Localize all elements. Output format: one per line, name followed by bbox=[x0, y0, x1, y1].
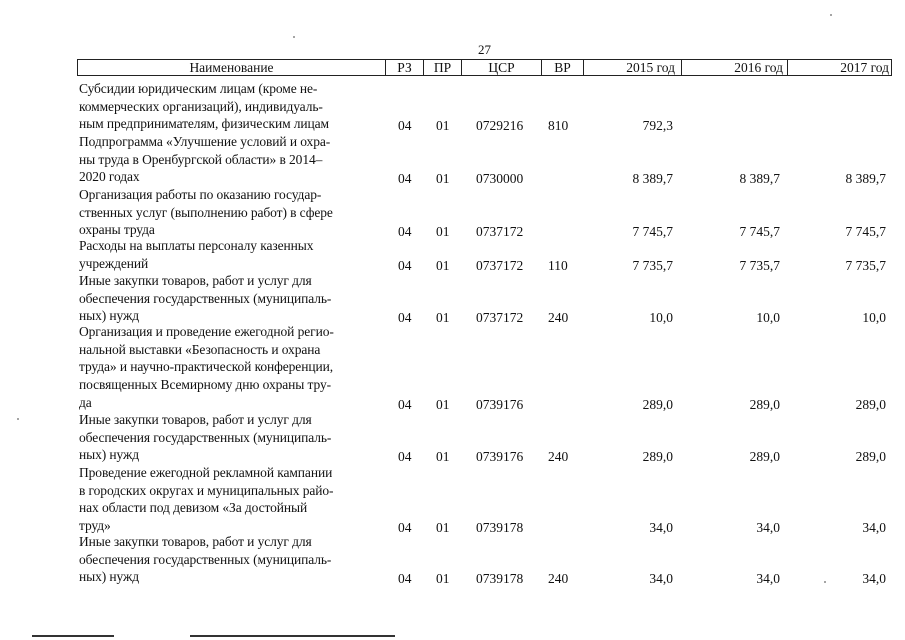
cell-pr: 01 bbox=[436, 257, 450, 273]
scan-speck bbox=[830, 14, 832, 16]
cell-pr: 01 bbox=[436, 396, 450, 412]
cell-pr: 01 bbox=[436, 520, 450, 536]
table-header bbox=[77, 59, 892, 76]
row-name-line: охраны труда bbox=[79, 222, 155, 238]
row-name-line: ных) нужд bbox=[79, 447, 140, 463]
cell-y2015: 8 389,7 bbox=[632, 171, 673, 187]
cell-y2015: 34,0 bbox=[649, 571, 673, 587]
header-rz: РЗ bbox=[386, 60, 424, 75]
cell-y2016: 34,0 bbox=[756, 520, 780, 536]
row-name-line: коммерческих организаций), индивидуаль- bbox=[79, 98, 323, 114]
row-name-line: да bbox=[79, 394, 92, 410]
cell-csr: 0739178 bbox=[476, 520, 524, 536]
cell-y2017: 289,0 bbox=[855, 396, 886, 412]
row-name bbox=[79, 411, 379, 464]
cell-y2015: 34,0 bbox=[649, 520, 673, 536]
footer-rule bbox=[190, 635, 395, 637]
cell-vr: 810 bbox=[548, 118, 569, 134]
cell-y2017: 7 735,7 bbox=[845, 257, 886, 273]
cell-csr: 0737172 bbox=[476, 224, 524, 240]
cell-y2015: 10,0 bbox=[649, 310, 673, 326]
row-name bbox=[79, 186, 379, 239]
cell-y2015: 7 735,7 bbox=[632, 257, 673, 273]
row-name bbox=[79, 323, 379, 412]
row-name-line: учреждений bbox=[79, 255, 149, 271]
row-name-line: обеспечения государственных (муниципаль- bbox=[79, 290, 332, 306]
cell-y2015: 289,0 bbox=[642, 396, 673, 412]
cell-rz: 04 bbox=[398, 396, 412, 412]
cell-pr: 01 bbox=[436, 571, 450, 587]
cell-y2015: 792,3 bbox=[642, 118, 673, 134]
cell-y2017: 7 745,7 bbox=[845, 224, 886, 240]
row-name-line: в городских округах и муниципальных райо- bbox=[79, 482, 334, 498]
row-name-line: обеспечения государственных (муниципаль- bbox=[79, 551, 332, 567]
row-name-line: посвященных Всемирному дню охраны тру- bbox=[79, 377, 332, 393]
cell-y2017: 34,0 bbox=[862, 571, 886, 587]
row-name-line: Расходы на выплаты персоналу казенных bbox=[79, 238, 314, 253]
header-csr: ЦСР bbox=[462, 60, 542, 75]
cell-rz: 04 bbox=[398, 171, 412, 187]
cell-csr: 0737172 bbox=[476, 310, 524, 326]
cell-csr: 0739178 bbox=[476, 571, 524, 587]
cell-y2016: 289,0 bbox=[749, 396, 780, 412]
cell-pr: 01 bbox=[436, 224, 450, 240]
row-name-line: труда» и научно-практической конференции, bbox=[79, 359, 333, 375]
cell-csr: 0739176 bbox=[476, 396, 524, 412]
cell-pr: 01 bbox=[436, 171, 450, 187]
row-name-line: нальной выставки «Безопасность и охрана bbox=[79, 341, 321, 357]
cell-csr: 0730000 bbox=[476, 171, 524, 187]
row-name bbox=[79, 133, 379, 186]
cell-y2016: 7 745,7 bbox=[739, 224, 780, 240]
page-number: 27 bbox=[478, 42, 491, 57]
row-name-line: ных) нужд bbox=[79, 308, 140, 324]
row-name-line: Иные закупки товаров, работ и услуг для bbox=[79, 534, 312, 549]
footer-rule bbox=[32, 635, 114, 637]
cell-vr: 240 bbox=[548, 310, 569, 326]
cell-pr: 01 bbox=[436, 449, 450, 465]
cell-vr: 240 bbox=[548, 571, 569, 587]
header-2016: 2016 год bbox=[682, 60, 788, 75]
cell-y2017: 289,0 bbox=[855, 449, 886, 465]
row-name bbox=[79, 80, 379, 133]
row-name-line: Организация работы по оказанию государ- bbox=[79, 187, 322, 202]
header-pr: ПР bbox=[424, 60, 462, 75]
cell-y2015: 289,0 bbox=[642, 449, 673, 465]
row-name-line: Иные закупки товаров, работ и услуг для bbox=[79, 273, 312, 288]
scan-speck bbox=[17, 418, 19, 420]
row-name-line: Субсидии юридическим лицам (кроме не- bbox=[79, 81, 318, 96]
cell-pr: 01 bbox=[436, 118, 450, 134]
row-name-line: Подпрограмма «Улучшение условий и охра- bbox=[79, 134, 331, 149]
row-name-line: Иные закупки товаров, работ и услуг для bbox=[79, 412, 312, 427]
cell-y2016: 34,0 bbox=[756, 571, 780, 587]
cell-y2016: 7 735,7 bbox=[739, 257, 780, 273]
cell-rz: 04 bbox=[398, 257, 412, 273]
row-name bbox=[79, 272, 379, 325]
cell-csr: 0729216 bbox=[476, 118, 524, 134]
cell-vr: 110 bbox=[548, 257, 568, 273]
cell-vr: 240 bbox=[548, 449, 569, 465]
cell-y2016: 289,0 bbox=[749, 449, 780, 465]
row-name-line: Организация и проведение ежегодной регио- bbox=[79, 324, 334, 339]
cell-y2017: 10,0 bbox=[862, 310, 886, 326]
row-name bbox=[79, 464, 379, 535]
row-name-line: ственных услуг (выполнению работ) в сфере bbox=[79, 204, 333, 220]
cell-rz: 04 bbox=[398, 224, 412, 240]
cell-rz: 04 bbox=[398, 571, 412, 587]
row-name-line: 2020 годах bbox=[79, 169, 140, 185]
scan-speck bbox=[293, 36, 295, 38]
row-name-line: обеспечения государственных (муниципаль- bbox=[79, 429, 332, 445]
cell-csr: 0739176 bbox=[476, 449, 524, 465]
cell-y2016: 10,0 bbox=[756, 310, 780, 326]
header-2015: 2015 год bbox=[584, 60, 682, 75]
cell-rz: 04 bbox=[398, 310, 412, 326]
cell-y2017: 8 389,7 bbox=[845, 171, 886, 187]
cell-y2016: 8 389,7 bbox=[739, 171, 780, 187]
row-name-line: нах области под девизом «За достойный bbox=[79, 500, 308, 516]
row-name bbox=[79, 237, 379, 272]
cell-pr: 01 bbox=[436, 310, 450, 326]
cell-rz: 04 bbox=[398, 118, 412, 134]
cell-rz: 04 bbox=[398, 449, 412, 465]
cell-y2017: 34,0 bbox=[862, 520, 886, 536]
row-name-line: труд» bbox=[79, 518, 111, 534]
header-name: Наименование bbox=[78, 60, 386, 75]
row-name-line: Проведение ежегодной рекламной кампании bbox=[79, 465, 333, 480]
scan-speck bbox=[824, 581, 826, 583]
row-name-line: ным предпринимателям, физическим лицам bbox=[79, 116, 330, 132]
header-2017: 2017 год bbox=[840, 60, 889, 75]
cell-rz: 04 bbox=[398, 520, 412, 536]
row-name bbox=[79, 533, 379, 586]
row-name-line: ных) нужд bbox=[79, 569, 140, 585]
row-name-line: ны труда в Оренбургской области» в 2014– bbox=[79, 151, 323, 167]
cell-csr: 0737172 bbox=[476, 257, 524, 273]
header-vr: ВР bbox=[542, 60, 584, 75]
cell-y2015: 7 745,7 bbox=[632, 224, 673, 240]
